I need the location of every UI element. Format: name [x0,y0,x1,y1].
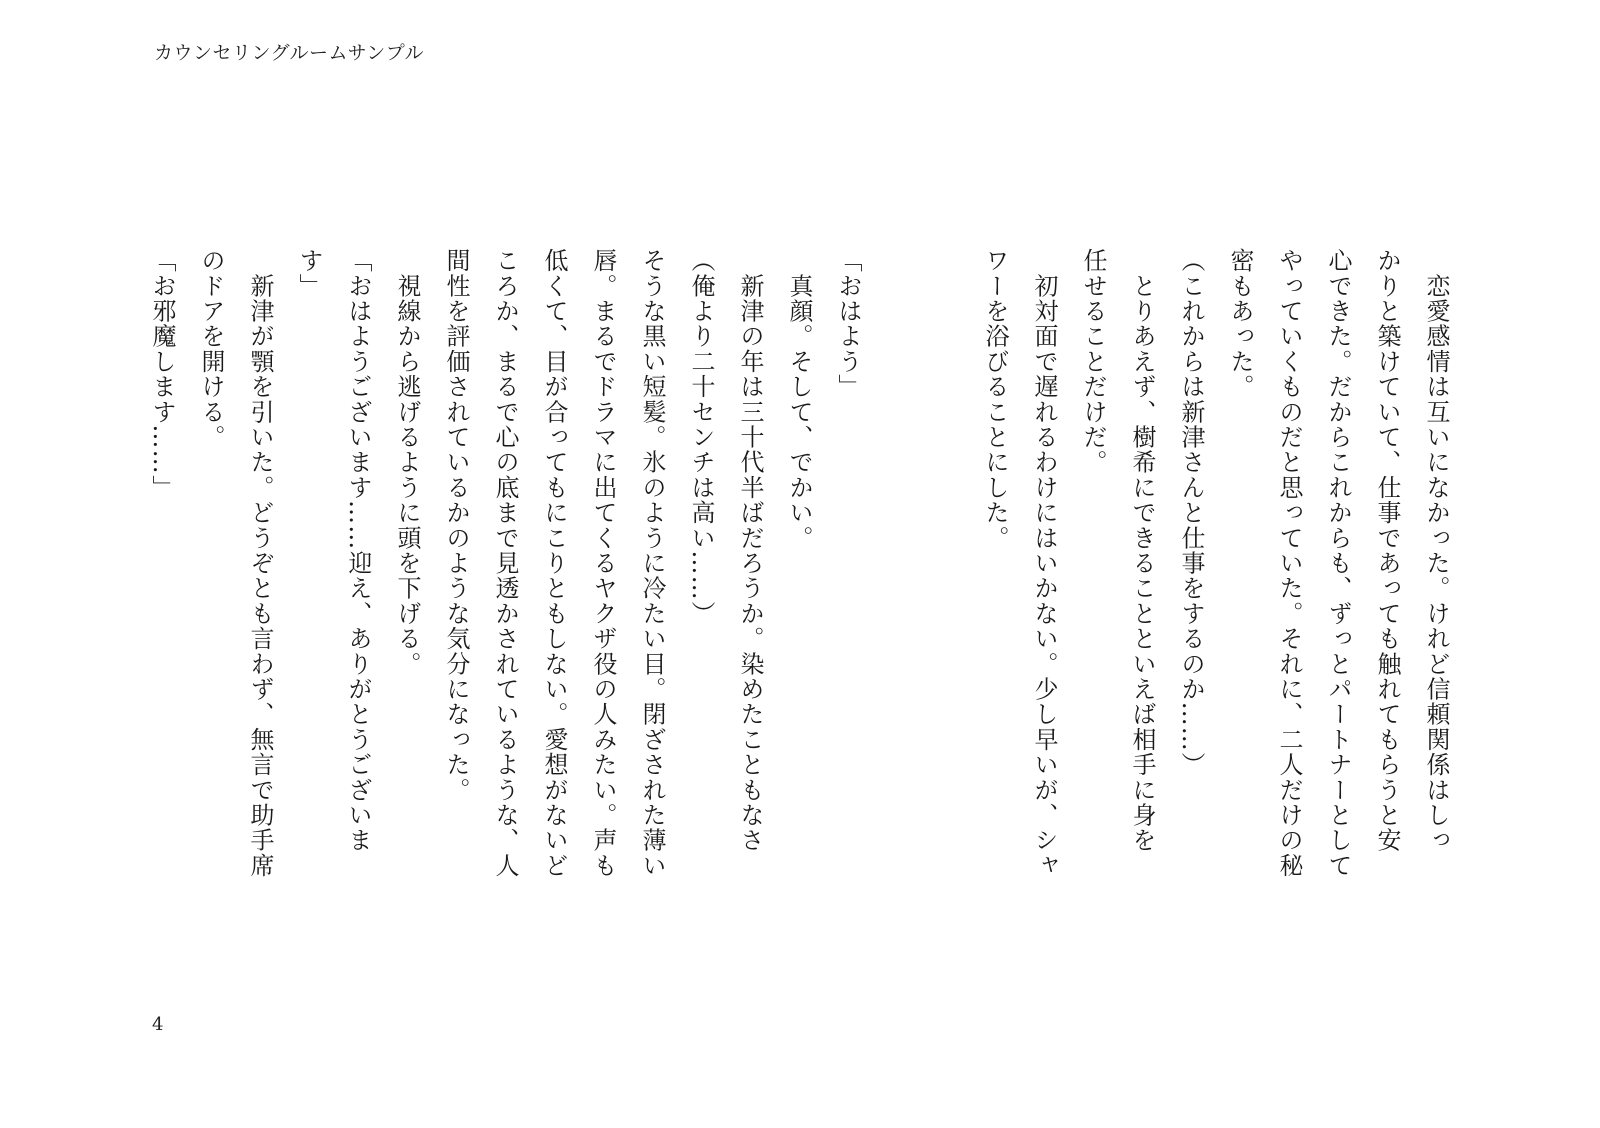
text-line: 新津の年は三十代半ばだろうか。染めたこともなさ [736,248,764,853]
vertical-text-body [148,248,1460,938]
blank-line [872,248,921,938]
text-line: 低くて、目が合ってもにこりともしない。愛想がないど [540,248,568,878]
text-line: やっていくものだと思っていた。それに、二人だけの秘 [1275,248,1303,878]
page-number: 4 [152,1014,164,1035]
blank-line [921,248,970,938]
text-line: ころか、まるで心の底まで見透かされているような、人 [491,248,519,878]
text-line: 間性を評価されているかのような気分になった。 [442,248,470,803]
text-line: （これからは新津さんと仕事をするのか……） [1177,248,1205,778]
text-line: 心できた。だからこれからも、ずっとパートナーとして [1324,248,1352,878]
text-line: 真顔。そして、でかい。 [785,248,813,551]
text-line: 恋愛感情は互いになかった。けれど信頼関係はしっ [1422,248,1450,853]
text-line: 密もあった。 [1226,248,1254,400]
text-line: 「お邪魔します……」 [148,248,176,500]
text-line: 任せることだけだ。 [1079,248,1107,475]
running-header: カウンセリングルームサンプル [154,42,424,64]
text-line: 唇。まるでドラマに出てくるヤクザ役の人みたい。声も [589,248,617,878]
text-line: 「おはようございます……迎え、ありがとうございま [344,248,372,853]
text-line: ワーを浴びることにした。 [981,248,1009,551]
text-line: そうな黒い短髪。氷のように冷たい目。閉ざされた薄い [638,248,666,878]
text-line: （俺より二十センチは高い……） [687,248,715,626]
text-line: す」 [295,248,323,299]
text-line: とりあえず、樹希にできることといえば相手に身を [1128,248,1156,853]
text-line: かりと築けていて、仕事であっても触れてもらうと安 [1373,248,1401,853]
text-line: 「おはよう」 [834,248,862,400]
text-line: 新津が顎を引いた。どうぞとも言わず、無言で助手席 [246,248,274,878]
text-line: 視線から逃げるように頭を下げる。 [393,248,421,677]
text-line: 初対面で遅れるわけにはいかない。少し早いが、シャ [1030,248,1058,878]
text-line: のドアを開ける。 [197,248,225,450]
